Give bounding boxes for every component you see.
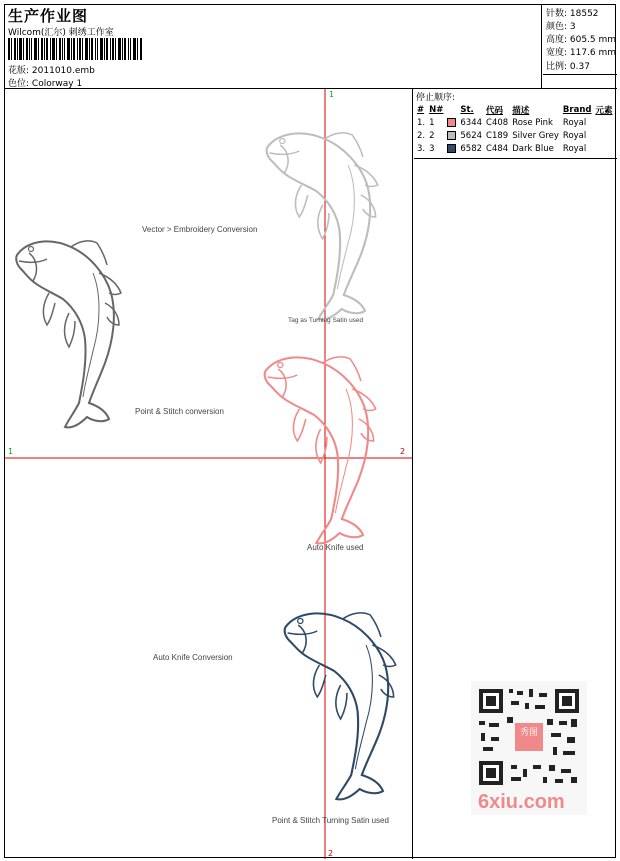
table-row: 1. 1 6344 C408 Rose Pink Royal bbox=[417, 117, 587, 128]
axis-marker-top: 1 bbox=[329, 90, 335, 99]
watermark-logo: 6xiu.com bbox=[478, 791, 565, 813]
col-swatch bbox=[445, 104, 458, 116]
design-file-label: 花版: bbox=[8, 66, 30, 76]
table-row: 3. 3 6582 C484 Dark Blue Royal bbox=[417, 143, 587, 154]
colorway-value: Colorway 1 bbox=[31, 79, 83, 89]
qr-stamp-text: 秀图 bbox=[519, 728, 539, 738]
axis-marker-right: 2 bbox=[400, 447, 406, 456]
page-title: 生产作业图 bbox=[8, 7, 89, 25]
label-auto-knife-conversion: Auto Knife Conversion bbox=[153, 653, 233, 662]
stop-sequence-divider bbox=[414, 158, 617, 159]
stitch-count: 针数: 18552 bbox=[546, 9, 599, 19]
design-file-value: 2011010.emb bbox=[31, 66, 95, 76]
production-worksheet bbox=[4, 4, 616, 858]
design-scale: 比例: 0.37 bbox=[546, 62, 590, 72]
barcode-icon bbox=[8, 38, 143, 60]
color-swatch bbox=[447, 118, 456, 127]
design-width: 宽度: 117.6 mm bbox=[546, 48, 617, 58]
design-canvas bbox=[5, 89, 413, 859]
design-height: 高度: 605.5 mm bbox=[546, 35, 617, 45]
label-auto-knife-used: Auto Knife used bbox=[307, 543, 364, 552]
label-turning-satin-tag: Tag as Turning Satin used bbox=[288, 317, 364, 324]
colorway-line bbox=[8, 76, 82, 89]
pink-fish-image bbox=[265, 357, 376, 543]
grey-fish-image bbox=[267, 133, 378, 319]
design-stats bbox=[543, 5, 617, 75]
colorway-label: 色位: bbox=[8, 79, 30, 89]
design-file-line bbox=[8, 63, 95, 76]
axis-marker-bottom: 2 bbox=[328, 849, 334, 858]
color-swatch bbox=[447, 131, 456, 140]
col-seq: # bbox=[417, 105, 425, 115]
col-code: 代码 bbox=[486, 106, 504, 116]
stop-sequence-title: 停止顺序: bbox=[416, 93, 456, 103]
stop-sequence bbox=[414, 89, 617, 155]
design-preview bbox=[5, 89, 413, 859]
col-stitches: St. bbox=[460, 105, 474, 115]
label-point-stitch-turning-satin: Point & Stitch Turning Satin used bbox=[272, 816, 389, 825]
col-brand: Brand bbox=[562, 105, 592, 115]
col-element: 元素 bbox=[595, 106, 613, 116]
col-desc: 描述 bbox=[512, 106, 530, 116]
axis-marker-left: 1 bbox=[8, 447, 14, 456]
header-info bbox=[5, 5, 542, 89]
label-vector-conversion: Vector > Embroidery Conversion bbox=[142, 225, 258, 234]
col-needle: N# bbox=[429, 105, 444, 115]
stop-sequence-table bbox=[415, 104, 614, 155]
table-row: 2. 2 5624 C189 Silver Grey Royal bbox=[417, 130, 587, 141]
color-count: 颜色: 3 bbox=[546, 22, 576, 32]
blue-fish-image bbox=[285, 613, 396, 799]
color-swatch bbox=[447, 144, 456, 153]
outline-fish-image bbox=[16, 241, 121, 427]
company-name: Wilcom(汇尔) 刺绣工作室 bbox=[8, 28, 114, 38]
label-point-stitch-conversion: Point & Stitch conversion bbox=[135, 407, 224, 416]
header bbox=[5, 5, 617, 89]
